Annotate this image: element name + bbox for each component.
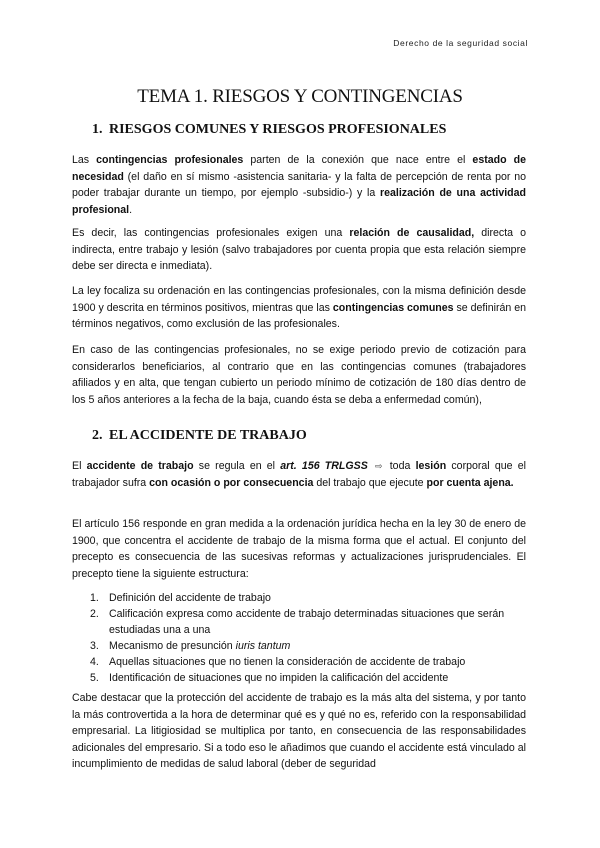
bold-term: contingencias profesionales [96,154,244,166]
list-item [90,654,526,670]
section-number: 1. [92,122,103,137]
paragraph [72,225,526,275]
list-text: Definición del accidente de trabajo [109,592,271,604]
section-number: 2. [92,428,103,443]
list-number: 3. [90,640,99,652]
section-title: RIESGOS COMUNES Y RIESGOS PROFESIONALES [109,122,447,137]
bold-term: lesión [415,460,447,472]
text-run: directa o indirecta, entre trabajo y lesión (salvo trabajadores por cuenta propia que esta relación siempre debe ser directa e inmediata). [72,227,527,272]
bold-term: contingencias comunes [332,301,454,314]
section-title: EL ACCIDENTE DE TRABAJO [109,428,307,443]
text-run: parten de la conexión que nace entre el [243,154,473,166]
running-header: Derecho de la seguridad social [393,38,528,48]
list-number: 4. [90,656,99,668]
text-run: se regula en el [193,460,281,472]
text-run: La ley focaliza su ordenación en las contingencias profesionales, con la misma definición desde 1900 y descrita en términos positivos, mientras que las [72,285,526,314]
text-run: El [72,460,87,472]
list-item [90,670,526,686]
text-run: corporal que el trabajador sufra [72,460,526,489]
list-text: Aquellas situaciones que no tienen la consideración de accidente de trabajo [109,656,466,668]
list-text: Calificación expresa como accidente de trabajo determinadas situaciones que serán estudiadas una a una [109,608,505,636]
bold-term: por cuenta ajena. [426,476,514,489]
list-text: Identificación de situaciones que no impiden la calificación del accidente [109,672,449,684]
list-text: Mecanismo de presunción [109,640,236,652]
section-heading-1 [92,122,446,138]
list-number: 1. [90,592,99,604]
text-run: . [129,203,133,216]
structure-list [90,590,526,686]
paragraph: El artículo 156 responde en gran medida a la ordenación jurídica hecha en la ley 30 de enero de 1900, que concentra el accidente de trabajo de la misma forma que el actual. El conjunto del precepto es consecuencia de las sucesivas reformas y actualizaciones jurisprudenciales. El precepto tiene la siguiente estructura: [72,518,526,580]
bold-term: realización de una actividad profesional [72,187,526,216]
text-run: del trabajo que ejecute [313,476,427,489]
bold-term: relación de causalidad, [349,227,475,239]
paragraph: En caso de las contingencias profesionales, no se exige periodo previo de cotización para considerarlos beneficiarios, al contrario que en las contingencias comunes (trabajadores afiliados y en alta, que tengan cubierto un periodo mínimo de cotización de 180 días dentro de los 5 años anteriores a la fecha de la baja, cuando ésta se deba a enfermedad común), [72,344,526,406]
text-run: Es decir, las contingencias profesionales exigen una [72,227,350,239]
bold-term: estado de necesidad [72,154,526,183]
list-item [90,638,526,654]
section-heading-2 [92,428,307,444]
paragraph [72,283,526,333]
text-run: Las [72,154,97,166]
text-run: toda [384,460,416,472]
paragraph [72,152,526,218]
paragraph: Cabe destacar que la protección del accidente de trabajo es la más alta del sistema, y por tanto la más controvertida a la hora de determinar qué es y qué no es, referido con la responsabilidad empresarial. La litigiosidad se multiplica por tanto, en consecuencia de las responsabilidades adicionales del empresario. Si a todo eso le añadimos que cuando el accidente está vinculado al incumplimiento de medidas de salud laboral (deber de seguridad [72,692,526,770]
text-run: (el daño en sí mismo -asistencia sanitaria- y la falta de percepción de renta por no poder trabajar durante un tiempo, por ejemplo -subsidio-) y la [72,170,526,199]
arrow-icon: ⇨ [374,461,383,471]
list-number: 5. [90,672,99,684]
bold-term: con ocasión o por consecuencia [149,476,314,489]
list-item [90,606,526,638]
italic-term: iuris tantum [235,640,291,652]
legal-reference: art. 156 TRLGSS [280,460,368,472]
paragraph [72,458,526,491]
list-item [90,590,526,606]
text-run: se definirán en términos negativos, como exclusión de las profesionales. [72,301,526,330]
list-number: 2. [90,608,99,620]
bold-term: accidente de trabajo [86,460,194,472]
document-title: TEMA 1. RIESGOS Y CONTINGENCIAS [137,86,463,107]
